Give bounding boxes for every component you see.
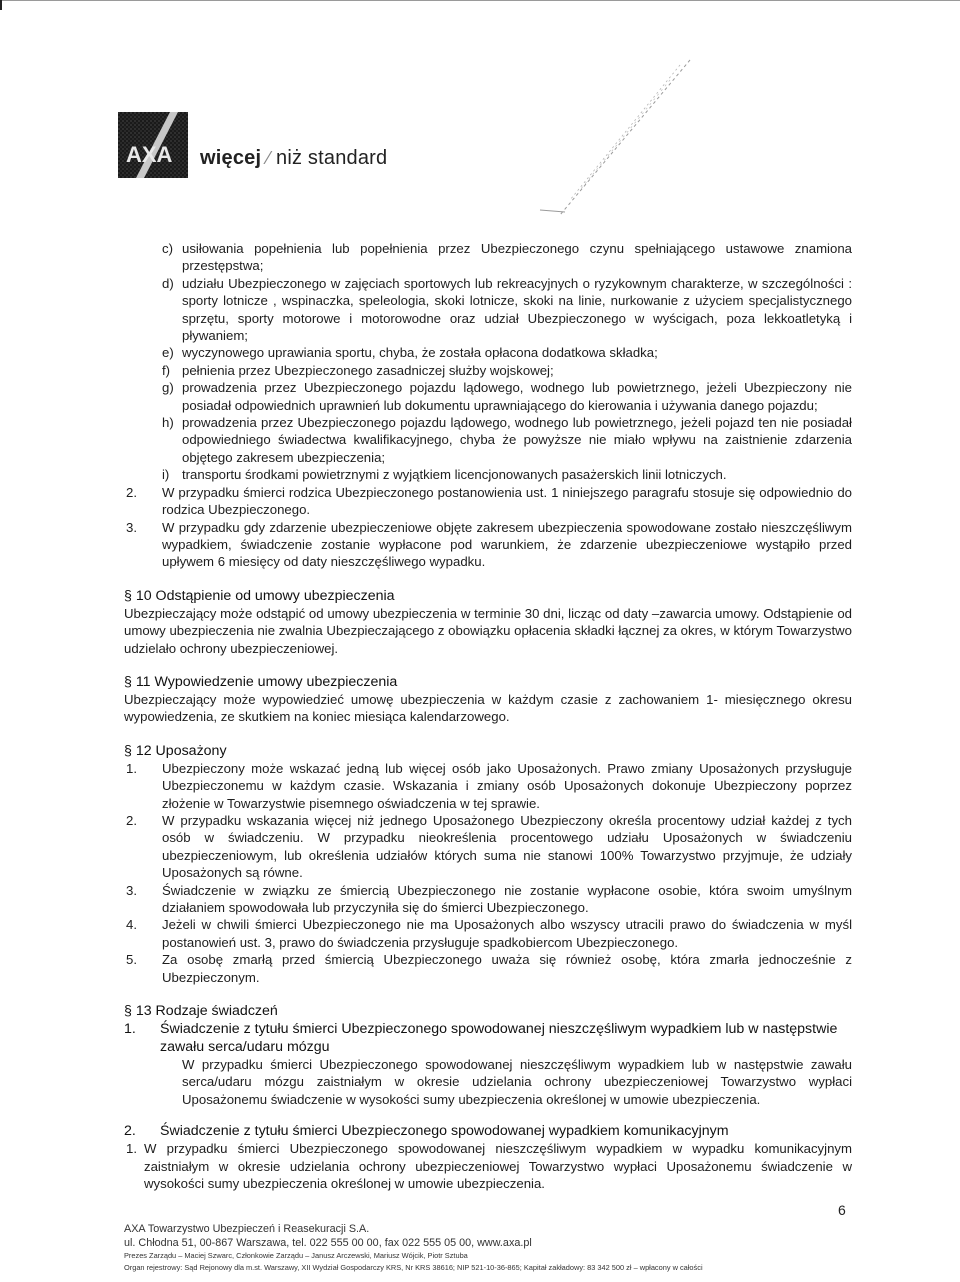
- footer-company: AXA Towarzystwo Ubezpieczeń i Reasekuracji S.A.: [124, 1223, 370, 1235]
- numbered-item: 3. W przypadku gdy zdarzenie ubezpieczeniowe objęte zakresem ubezpieczenia spowodowane zostało nieszczęśliwym wypadkiem, świadczenie zostanie wypłacone pod warunkiem, że zdarzenie ubezpieczeniowe wystąpiło przed upływem 6 miesięcy od daty nieszczęśliwego wypadku.: [126, 519, 852, 570]
- footer-registry: Organ rejestrowy: Sąd Rejonowy dla m.st. Warszawy, XII Wydział Gospodarczy KRS, Nr KRS 38616; NIP 521-10-36-865; Kapitał zakładowy: 83 342 500 zł – wpłacony w całości: [124, 1263, 703, 1272]
- axa-logo-icon: [118, 112, 188, 178]
- decorative-lines: [520, 50, 700, 220]
- list-item: g) prowadzenia przez Ubezpieczonego pojazdu lądowego, wodnego lub powietrznego, jeżeli Ubezpieczony nie posiadał odpowiednich uprawnień lub dokumentu uprawniającego do kierowania i używania danego pojazdu;: [162, 380, 852, 413]
- section-13-heading: § 13 Rodzaje świadczeń: [124, 1003, 278, 1020]
- numbered-item: 3. Świadczenie w związku ze śmiercią Ubezpieczonego nie zostanie wypłacone osobie, która swoim umyślnym działaniem spowodowała lub przyczyniła się do śmierci Ubezpieczonego.: [126, 882, 852, 915]
- spacer: [124, 1108, 852, 1116]
- list-item: e) wyczynowego uprawiania sportu, chyba, że została opłacona dodatkowa składka;: [162, 345, 658, 361]
- numbered-item: 2. W przypadku wskazania więcej niż jednego Uposażonego Ubezpieczony określa procentowy udział każdej z tych osób w świadczeniu. W przypadku nieokreślenia procentowego udziału Uposażonych w świadczeniu ubezpieczeniowym, lub określenia udziałów których suma nie stanowi 100% Towarzystwo przyjmuje, że udziały Uposażonych są równe.: [126, 812, 852, 881]
- section-11-heading: § 11 Wypowiedzenie umowy ubezpieczenia: [124, 673, 398, 690]
- list-item: h) prowadzenia przez Ubezpieczonego pojazdu lądowego, wodnego lub powietrznego, jeżeli pojazd ten nie posiadał odpowiedniego świadectwa kwalifikacyjnego, chyba że powyższe nie miało wpływu na zaistnienie zdarzenia objętego zakresem ubezpieczenia;: [162, 415, 852, 465]
- section-12-heading: § 12 Uposażony: [124, 742, 227, 759]
- svg-text:AXA: AXA: [126, 142, 173, 167]
- numbered-item: 2. W przypadku śmierci rodzica Ubezpieczonego postanowienia ust. 1 niniejszego paragrafu stosuje się odpowiednio do rodzica Ubezpieczonego.: [126, 484, 852, 518]
- section-10-text: Ubezpieczający może odstąpić od umowy ubezpieczenia w terminie 30 dni, licząc od daty –zawarcia umowy. Odstąpienie od umowy ubezpieczenia nie zwalnia Ubezpieczającego z obowiązku opłacenia składki łącznej za okres, w którym Towarzystwo udzielało ochrony ubezpieczeniowej.: [124, 605, 852, 656]
- top-rule: [0, 0, 960, 1]
- numbered-item: 5. Za osobę zmarłą przed śmiercią Ubezpieczonego uważa się również osobę, która zmarła jednocześnie z Ubezpieczonym.: [126, 952, 852, 985]
- list-item: i) transportu środkami powietrznymi z wyjątkiem licencjonowanych pasażerskich linii lotniczych.: [162, 467, 727, 483]
- tagline-slash: ⁄: [267, 148, 271, 168]
- footer-address: ul. Chłodna 51, 00-867 Warszawa, tel. 022 555 00 00, fax 022 555 05 00, www.axa.pl: [124, 1237, 532, 1249]
- footer: [124, 1222, 844, 1274]
- tagline-bold: więcej: [200, 147, 262, 169]
- list-item: f) pełnienia przez Ubezpieczonego zasadniczej służby wojskowej;: [162, 362, 554, 378]
- tagline: [200, 146, 387, 170]
- benefit-2-heading: 2. Świadczenie z tytułu śmierci Ubezpieczonego spowodowanej wypadkiem komunikacyjnym: [124, 1123, 729, 1140]
- page-number: 6: [838, 1202, 846, 1218]
- numbered-item: 1. Ubezpieczony może wskazać jedną lub więcej osób jako Uposażonych. Prawo zmiany Uposażonych przysługuje Ubezpieczonemu w każdym czasie. Wskazania i zmiany osób Uposażonych dokonuje Ubezpieczony poprzez złożenie w Towarzystwie pisemnego oświadczenia w tej sprawie.: [126, 760, 852, 811]
- tagline-rest: niż standard: [276, 147, 388, 169]
- benefit-1-heading: 1. Świadczenie z tytułu śmierci Ubezpieczonego spowodowanej nieszczęśliwym wypadkiem lub w następstwie zawału serca/udaru mózgu: [124, 1021, 838, 1056]
- benefit-2-item: 1. W przypadku śmierci Ubezpieczonego spowodowanej nieszczęśliwym wypadkiem w wypadku komunikacyjnym zaistniałym w okresie udzielania ochrony ubezpieczeniowej Towarzystwo wypłaci Uposażonemu świadczenie w wysokości sumy ubezpieczenia określonej w umowie ubezpieczenia.: [126, 1141, 852, 1192]
- list-item: c) usiłowania popełnienia lub popełnienia przez Ubezpieczonego czynu spełniającego ustawowe znamiona przestępstwa;: [162, 241, 852, 274]
- benefit-1-text: W przypadku śmierci Ubezpieczonego spowodowanej nieszczęśliwym wypadkiem lub w następstwie zawału serca/udaru mózgu zaistniałym w okresie udzielania ochrony ubezpieczeniowej Towarzystwo wypłaci Uposażonemu świadczenie w wysokości sumy ubezpieczenia określonej w umowie ubezpieczenia.: [182, 1057, 852, 1107]
- section-11-text: Ubezpieczający może wypowiedzieć umowę ubezpieczenia w każdym czasie z zachowaniem 1- miesięcznego okresu wypowiedzenia, ze skutkiem na koniec miesiąca kalendarzowego.: [124, 691, 852, 725]
- footer-board: Prezes Zarządu – Maciej Szwarc, Członkowie Zarządu – Janusz Arczewski, Mariusz Wójcik, Piotr Sztuba: [124, 1251, 468, 1260]
- numbered-item: 4. Jeżeli w chwili śmierci Ubezpieczonego nie ma Uposażonych albo wszyscy utracili prawo do świadczenia w myśl postanowień ust. 3, prawo do świadczenia przysługuje spadkobiercom Ubezpieczonego.: [126, 917, 852, 950]
- document-body: [124, 240, 852, 1192]
- corner-mark: [0, 0, 2, 10]
- list-item: d) udziału Ubezpieczonego w zajęciach sportowych lub rekreacyjnych o ryzykownym charakterze, w szczególności : sporty lotnicze , wspinaczka, speleologia, skoki lotnicze, skoki na linie, nurkowanie z użyciem specjalistycznego sprzętu, sporty motorowe i motorowodne oraz udział Ubezpieczonego w wyścigach, poza lekkoatletyką i pływaniem;: [162, 275, 852, 344]
- section-10-heading: § 10 Odstąpienie od umowy ubezpieczenia: [124, 587, 395, 604]
